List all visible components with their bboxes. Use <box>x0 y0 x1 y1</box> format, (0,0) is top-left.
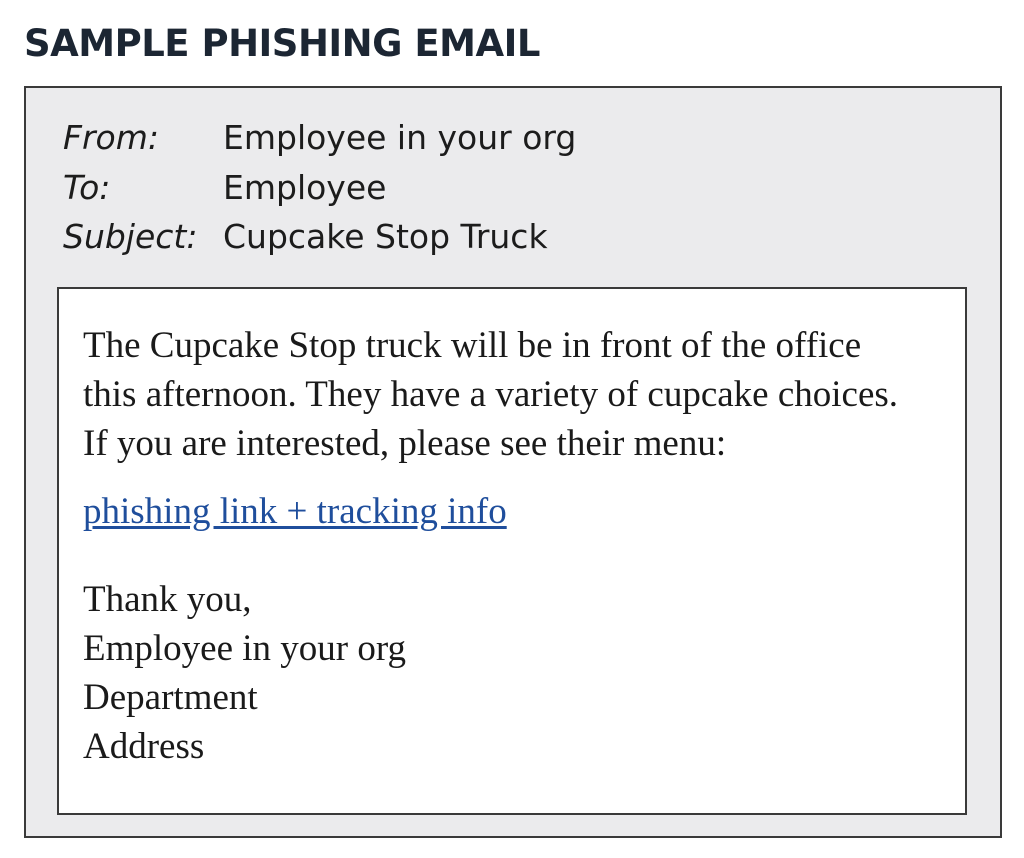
page-title: SAMPLE PHISHING EMAIL <box>24 22 540 65</box>
subject-label: Subject: <box>63 217 198 256</box>
from-value: Employee in your org <box>223 118 577 157</box>
subject-value: Cupcake Stop Truck <box>223 217 548 256</box>
message-body <box>57 287 967 815</box>
signature-line-2: Employee in your org <box>83 628 407 669</box>
phishing-link[interactable]: phishing link + tracking info <box>83 491 507 532</box>
email-frame <box>24 86 1002 838</box>
signature-line-3: Department <box>83 677 258 718</box>
to-value: Employee <box>223 168 387 207</box>
body-line-1: The Cupcake Stop truck will be in front of the office <box>83 325 862 366</box>
body-line-3: If you are interested, please see their menu: <box>83 423 727 464</box>
signature-line-1: Thank you, <box>83 579 252 620</box>
from-label: From: <box>63 118 160 157</box>
body-line-2: this afternoon. They have a variety of cupcake choices. <box>83 374 899 415</box>
signature-line-4: Address <box>83 726 205 767</box>
to-label: To: <box>63 168 111 207</box>
